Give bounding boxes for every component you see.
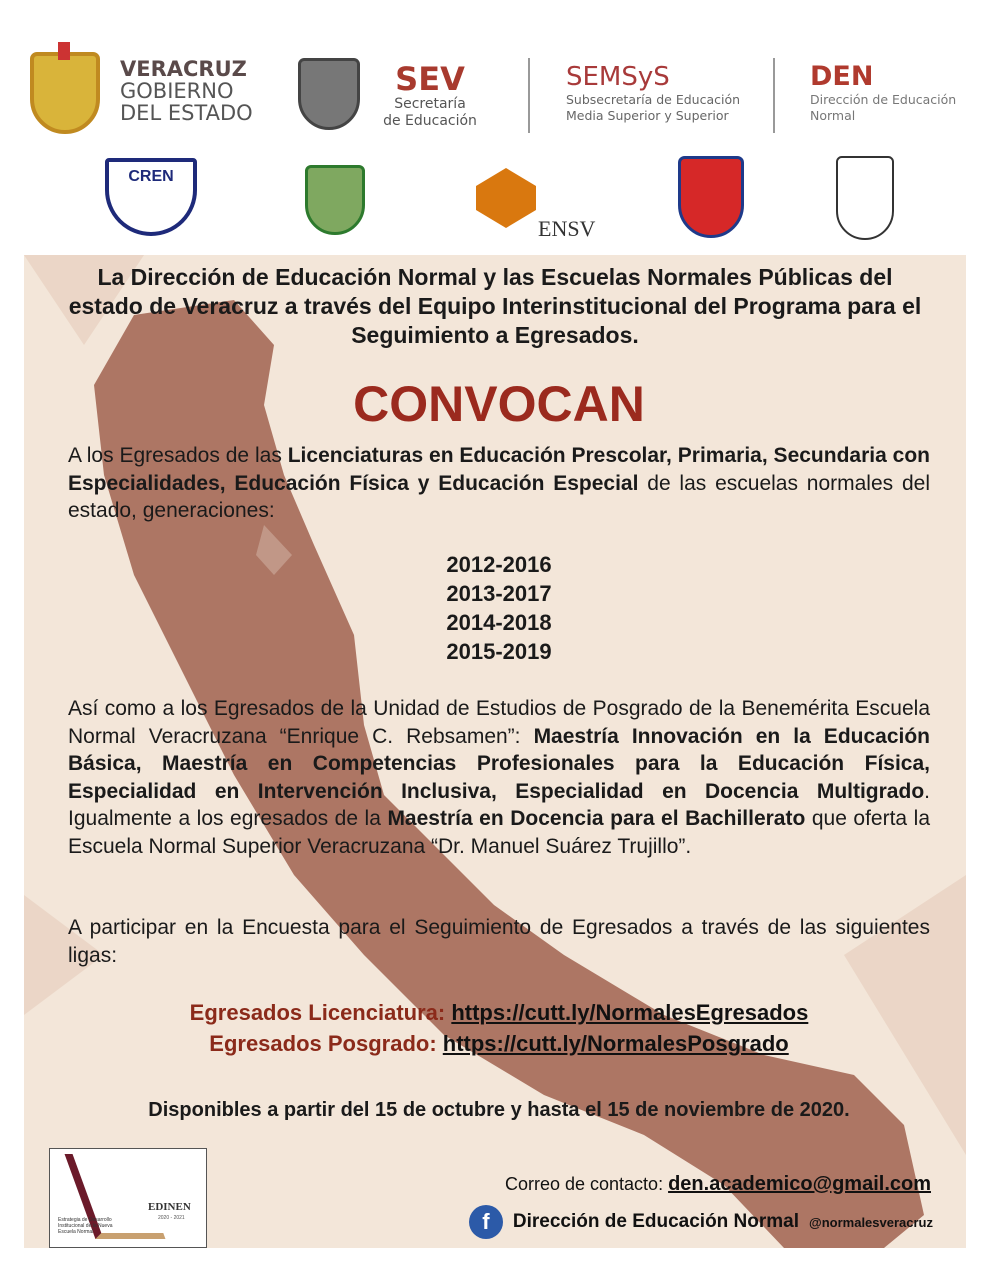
cren-logo: [105, 158, 197, 236]
cross-icon: [58, 42, 70, 60]
link-label-licenciatura: Egresados Licenciatura:: [189, 1000, 452, 1025]
text: de las escuelas normales del estado, generaciones:: [68, 471, 930, 522]
generation: 2014-2018: [446, 610, 552, 635]
contact-email-line: [505, 1173, 931, 1196]
contact-label: Correo de contacto:: [504, 1174, 669, 1194]
generations-list: [68, 550, 930, 666]
sev-logo-text: [378, 62, 482, 130]
edinen-logo: [49, 1148, 207, 1248]
bold-text: Licenciaturas en Educación Prescolar, Primaria, Secundaria con Especialidades, Educación Física y Educación Especial: [68, 444, 930, 495]
text: Así como a los Egresados de la Unidad de Estudios de Posgrado de la Benemérita Escuela Normal Veracruzana “Enrique C. Rebsamen”:: [68, 697, 930, 748]
link-posgrado[interactable]: https://cutt.ly/NormalesPosgrado: [442, 1031, 789, 1056]
sev-shield-logo: [298, 58, 360, 130]
availability-dates: Disponibles a partir del 15 de octubre y hasta el 15 de noviembre de 2020.: [148, 1099, 850, 1121]
veracruz-line2: GOBIERNO: [120, 79, 234, 103]
paragraph-posgrado: [68, 695, 930, 860]
generation: 2012-2016: [446, 552, 552, 577]
tlacotalpan-logo: [836, 156, 894, 240]
den-line1: Dirección de Educación: [810, 92, 957, 107]
convocan-title: CONVOCAN: [353, 376, 645, 432]
text: . Igualmente a los egresados de la: [68, 779, 930, 830]
generation: 2015-2019: [446, 639, 552, 664]
survey-links: [68, 997, 930, 1059]
main-panel: [24, 255, 966, 1248]
text: que oferta la Escuela Normal Superior Veracruzana “Dr. Manuel Suárez Trujillo”.: [68, 807, 930, 858]
den-line2: Normal: [810, 108, 856, 123]
bold-text: Maestría en Docencia para el Bachillerato: [387, 807, 806, 830]
sev-line1: Secretaría: [394, 96, 466, 112]
facebook-page-name: Dirección de Educación Normal: [512, 1211, 800, 1232]
paragraph-licenciaturas: [68, 442, 930, 525]
sev-title: SEV: [395, 60, 465, 98]
generation: 2013-2017: [446, 581, 552, 606]
normal-school-green-logo: [305, 165, 365, 235]
facebook-handle: @normalesveracruz: [809, 1214, 933, 1230]
ensv-sun-icon: [476, 168, 536, 228]
semsys-logo-text: [566, 62, 740, 124]
link-label-posgrado: Egresados Posgrado:: [209, 1031, 443, 1056]
sev-line2: de Educación: [383, 113, 477, 129]
divider: [773, 58, 775, 133]
cren-label: CREN: [128, 168, 174, 185]
divider: [528, 58, 530, 133]
veracruz-coat-of-arms-logo: [30, 52, 100, 134]
den-logo-text: [810, 62, 956, 124]
veracruz-logo-text: [120, 58, 253, 124]
ensv-logo: [476, 158, 596, 241]
semsys-line1: Subsecretaría de Educación: [566, 92, 741, 107]
veracruz-line3: DEL ESTADO: [120, 101, 253, 125]
edinen-title: EDINEN: [148, 1201, 191, 1213]
link-licenciatura[interactable]: https://cutt.ly/NormalesEgresados: [451, 1000, 809, 1025]
facebook-line[interactable]: [469, 1205, 933, 1239]
edinen-years: 2020 - 2021: [158, 1215, 185, 1221]
den-title: DEN: [810, 61, 874, 92]
bold-text: Maestría Innovación en la Educación Básica, Maestría en Competencias Profesionales para la Educación Física, Especialidad en Intervención Inclusiva, Especialidad en Docencia Multigrado: [68, 724, 930, 803]
facebook-icon: f: [469, 1205, 503, 1239]
text: A los Egresados de las: [68, 444, 288, 467]
edinen-caption: Estrategia de Desarrollo Institucional de la Nueva Escuela Normal: [58, 1217, 113, 1235]
intro-heading: La Dirección de Educación Normal y las Escuelas Normales Públicas del estado de Veracruz a través del Equipo Interinstitucional del Programa para el Seguimiento a Egresados.: [68, 264, 922, 348]
veracruz-title: VERACRUZ: [120, 57, 247, 81]
benemerita-logo: [678, 156, 744, 238]
semsys-line2: Media Superior y Superior: [566, 108, 729, 123]
semsys-title: SEMSyS: [566, 62, 670, 92]
paragraph-participar: A participar en la Encuesta para el Seguimiento de Egresados a través de las siguientes ligas:: [68, 916, 930, 967]
contact-email-link[interactable]: den.academico@gmail.com: [668, 1173, 931, 1195]
ensv-label: ENSV: [538, 216, 596, 241]
